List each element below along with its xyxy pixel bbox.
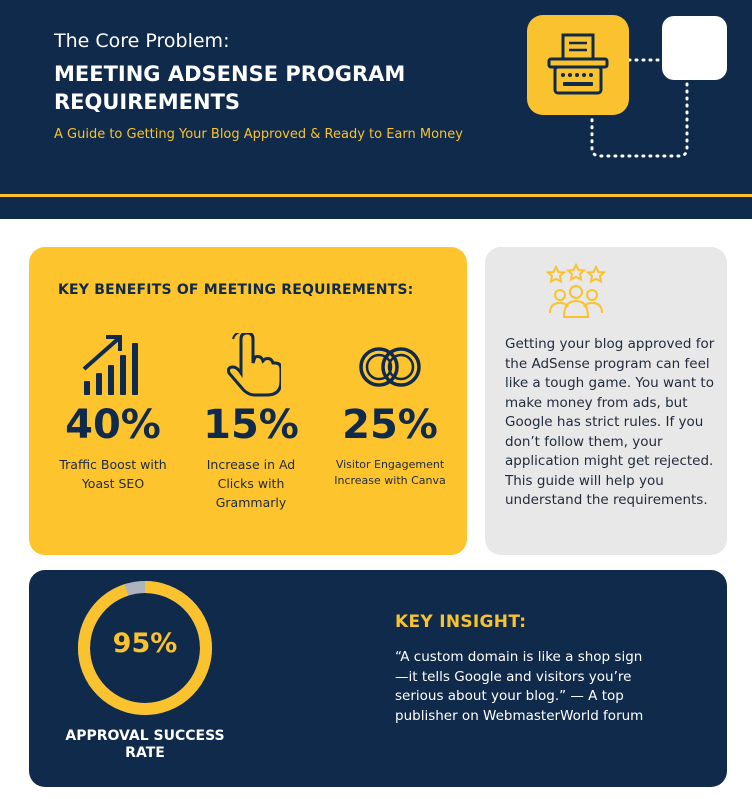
growth-chart-icon [80, 333, 146, 397]
stat-value: 25% [342, 402, 438, 448]
page-subtitle: A Guide to Getting Your Blog Approved & Ready to Earn Money [54, 127, 463, 142]
white-square-box [662, 16, 727, 80]
approval-rate-label: APPROVAL SUCCESS RATE [65, 728, 225, 761]
insight-title: KEY INSIGHT: [395, 612, 527, 632]
benefits-title: KEY BENEFITS OF MEETING REQUIREMENTS: [58, 282, 414, 298]
intro-text: Getting your blog approved for the AdSense program can feel like a tough game. You want to make money from ads, but Google has strict rules. If you don’t follow them, your application might get rejected. This guide will help you understand the requirements. [505, 336, 715, 508]
benefits-card [29, 247, 467, 555]
header-banner [0, 0, 752, 219]
stat-value: 40% [65, 402, 161, 448]
connector-dots [0, 0, 752, 194]
stat-ad-clicks [199, 333, 303, 512]
stat-value: 15% [203, 402, 299, 448]
stat-label: Increase in Ad Clicks with Grammarly [206, 457, 296, 510]
stat-label: Visitor Engagement Increase with Canva [334, 458, 446, 487]
stat-label: Traffic Boost with Yoast SEO [59, 457, 167, 491]
stars-and-people-icon [546, 263, 606, 323]
header-divider [0, 194, 752, 197]
insight-quote: “A custom domain is like a shop sign—it tells Google and visitors you’re serious about your blog.” — A top publisher on WebmasterWorld forum [395, 649, 644, 724]
page-title: MEETING ADSENSE PROGRAM REQUIREMENTS [54, 62, 406, 114]
approval-rate-value: 95% [112, 628, 178, 659]
insight-card [29, 570, 727, 787]
typewriter-icon-box [527, 15, 629, 115]
stat-traffic-boost [54, 333, 172, 493]
interlocking-rings-icon [357, 333, 423, 397]
stat-visitor-engagement [327, 333, 453, 489]
pre-title: The Core Problem: [54, 30, 230, 52]
intro-text-card [485, 247, 727, 555]
pointer-hand-icon [221, 333, 281, 397]
typewriter-icon [541, 29, 615, 101]
